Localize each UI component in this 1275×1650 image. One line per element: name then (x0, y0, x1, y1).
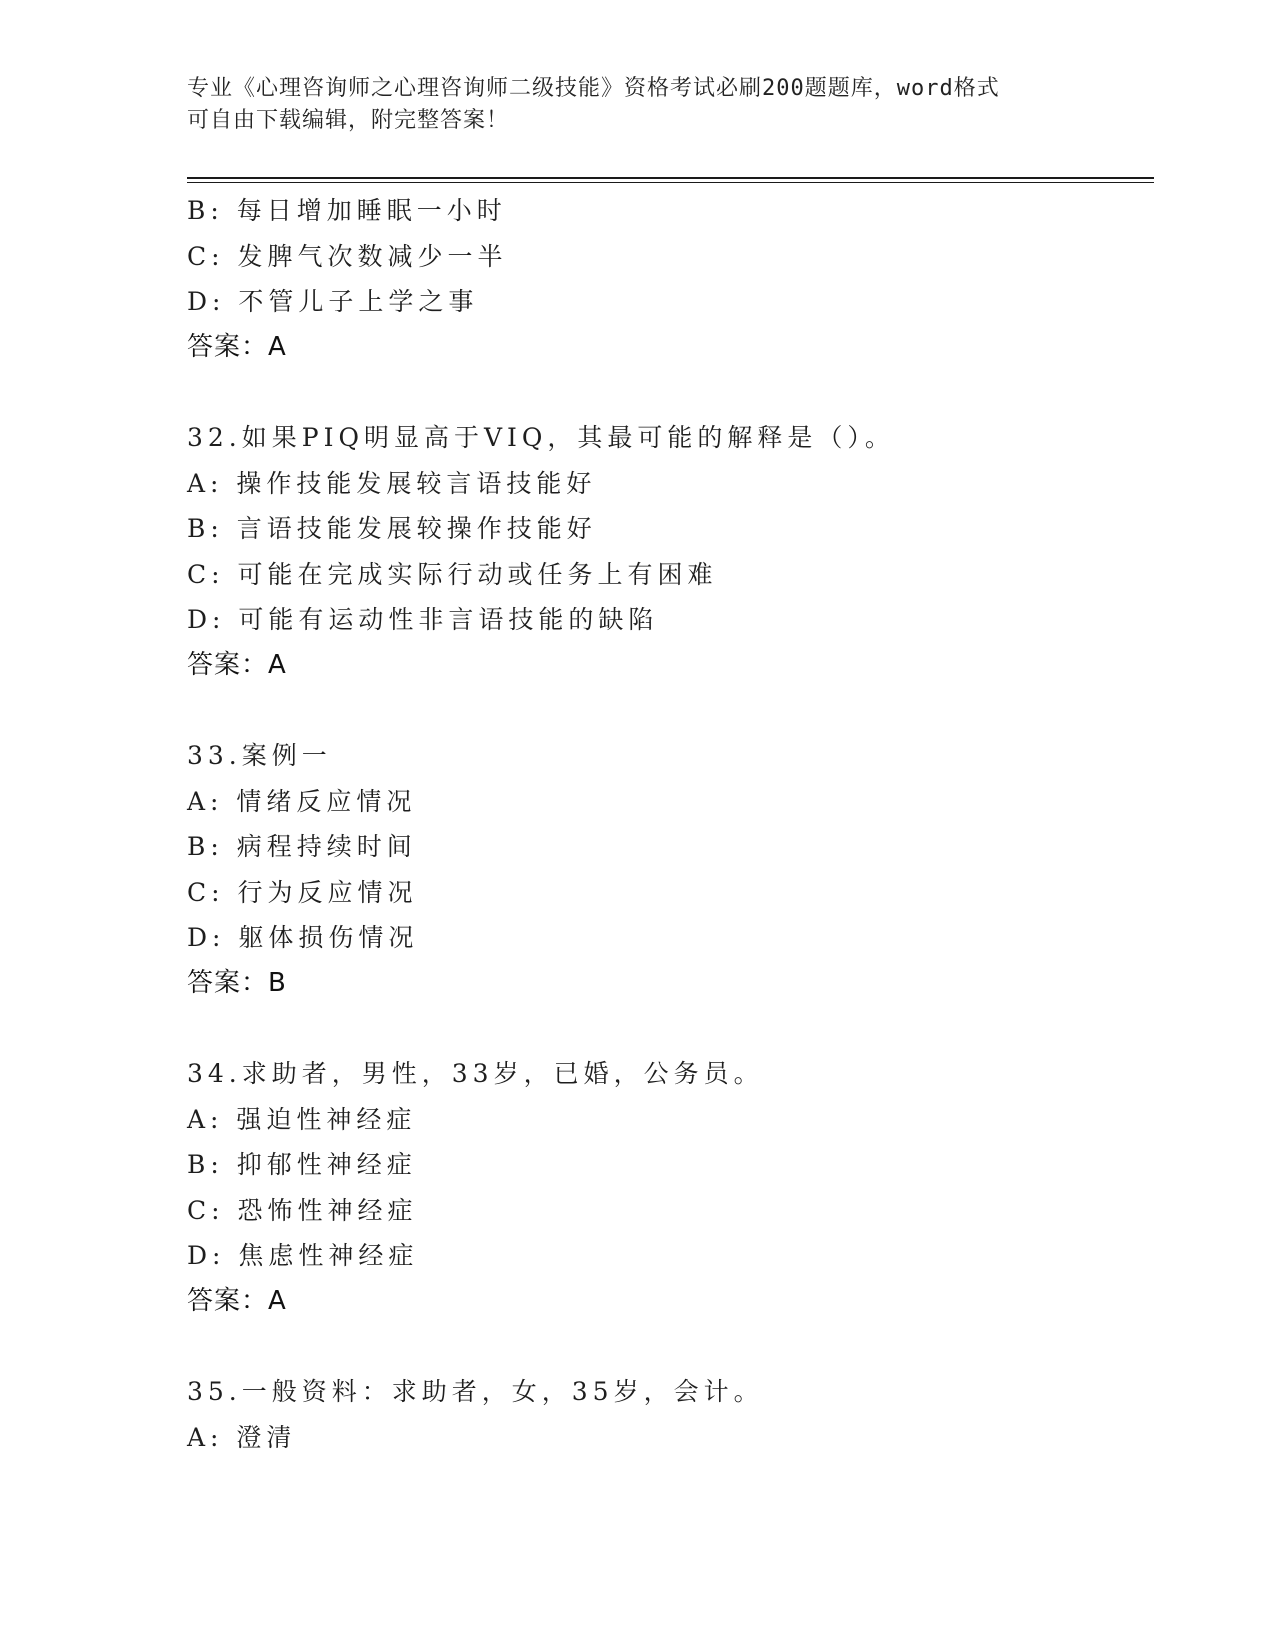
answer-text: 答案：A (187, 331, 287, 362)
header-divider-thick (187, 177, 1154, 179)
question-block (187, 188, 1137, 370)
question-block (187, 1369, 1137, 1460)
option-c: C: 恐怖性神经症 (187, 1195, 418, 1225)
option-d: D: 不管儿子上学之事 (187, 287, 479, 316)
question-list (187, 188, 1137, 1460)
question-block (187, 1051, 1137, 1324)
question-stem: 33.案例一 (187, 741, 332, 770)
question-block (187, 415, 1137, 688)
question-block (187, 733, 1137, 1006)
header-divider-thin (187, 182, 1154, 183)
option-a: A: 强迫性神经症 (187, 1104, 417, 1134)
question-stem: 34.求助者，男性，33岁，已婚，公务员。 (187, 1059, 764, 1088)
question-stem: 35.一般资料：求助者，女，35岁，会计。 (187, 1377, 764, 1406)
option-a: A: 情绪反应情况 (187, 786, 417, 816)
option-c: C: 行为反应情况 (187, 877, 418, 907)
option-b: B: 病程持续时间 (187, 832, 417, 861)
answer-text: 答案：A (187, 649, 287, 680)
header-subtitle-line: 可自由下载编辑，附完整答案！ (187, 108, 510, 133)
option-c: C: 可能在完成实际行动或任务上有困难 (187, 559, 718, 589)
option-b: B: 言语技能发展较操作技能好 (187, 514, 597, 543)
question-stem: 32.如果PIQ明显高于VIQ，其最可能的解释是（）。 (187, 423, 895, 452)
option-c: C: 发脾气次数减少一半 (187, 241, 508, 271)
header-title-line: 专业《心理咨询师之心理咨询师二级技能》资格考试必刷200题题库，word格式 (187, 76, 1000, 101)
option-d: D: 可能有运动性非言语技能的缺陷 (187, 605, 659, 634)
option-d: D: 躯体损伤情况 (187, 923, 419, 952)
answer-text: 答案：B (187, 967, 287, 998)
option-d: D: 焦虑性神经症 (187, 1241, 419, 1270)
option-a: A: 操作技能发展较言语技能好 (187, 468, 597, 498)
document-header (187, 73, 1087, 137)
option-b: B: 每日增加睡眠一小时 (187, 196, 507, 225)
answer-text: 答案：A (187, 1285, 287, 1316)
option-a: A: 澄清 (187, 1422, 297, 1452)
option-b: B: 抑郁性神经症 (187, 1150, 417, 1179)
